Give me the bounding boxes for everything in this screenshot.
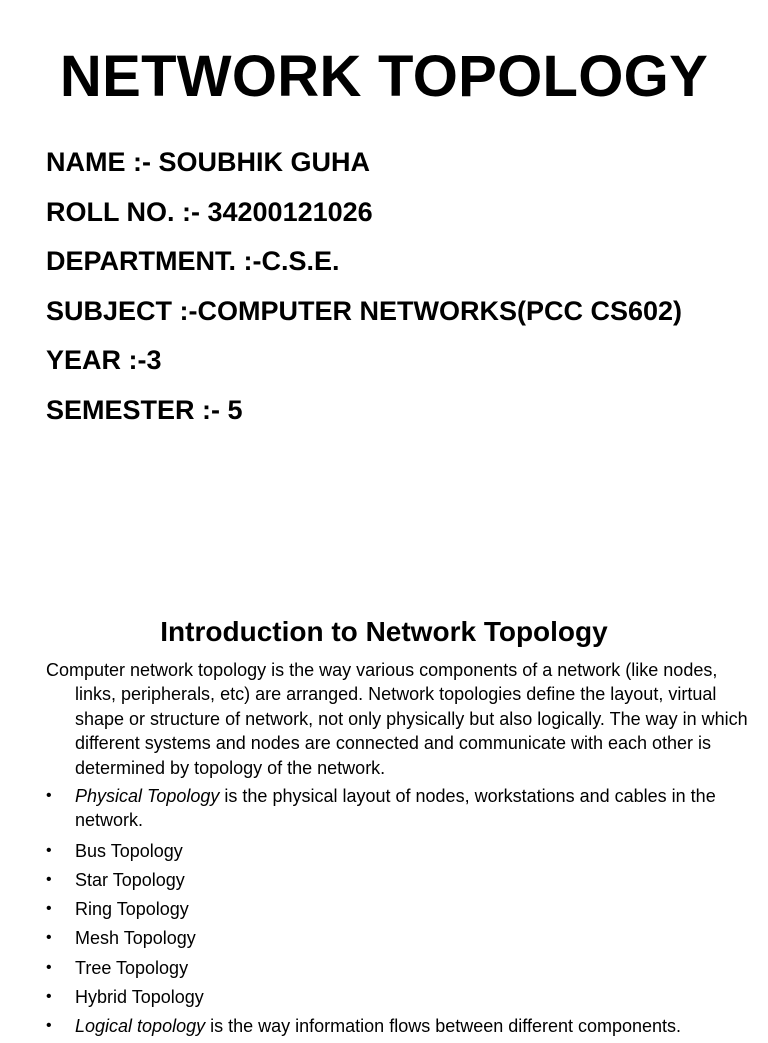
- bullet-icon: •: [46, 871, 52, 889]
- physical-topology-term: Physical Topology: [75, 786, 220, 806]
- list-item-star-topology: [46, 868, 726, 892]
- list-item-bus-topology: [46, 839, 726, 863]
- topology-label: Bus Topology: [75, 840, 183, 861]
- list-item-hybrid-topology: [46, 985, 726, 1009]
- list-item-mesh-topology: [46, 926, 726, 950]
- list-item-logical-topology: [46, 1014, 726, 1038]
- bullet-icon: •: [46, 787, 52, 804]
- bullet-icon: •: [46, 929, 52, 947]
- slide-title: NETWORK TOPOLOGY: [59, 44, 709, 109]
- bullet-icon: •: [46, 987, 52, 1005]
- topology-label: Star Topology: [75, 870, 185, 891]
- topology-label: Hybrid Topology: [75, 986, 204, 1007]
- info-department: DEPARTMENT. :-C.S.E.: [46, 246, 340, 276]
- bullet-icon: •: [46, 841, 52, 859]
- physical-topology-description: is the physical layout of nodes, workstations and cables in the network.: [75, 786, 716, 831]
- topology-bullet-list: [46, 784, 726, 1043]
- intro-paragraph: Computer network topology is the way various components of a network (like nodes, links, peripherals, etc) are arranged. Network topologies define the layout, virtual shape or structure of network, not only physically but also logically. The way in which different systems and nodes are connected and communicate with each other is determined by topology of the network.: [46, 660, 748, 778]
- logical-topology-description: is the way information flows between different components.: [205, 1016, 682, 1037]
- bullet-icon: •: [46, 900, 52, 918]
- list-item-tree-topology: [46, 956, 726, 980]
- topology-label: Mesh Topology: [75, 928, 196, 949]
- student-info-list: [46, 138, 682, 435]
- topology-label: Ring Topology: [75, 899, 189, 920]
- bullet-icon: •: [46, 958, 52, 976]
- info-name: NAME :- SOUBHIK GUHA: [46, 147, 370, 177]
- topology-label: Tree Topology: [75, 957, 189, 978]
- info-subject: SUBJECT :-COMPUTER NETWORKS(PCC CS602): [46, 295, 683, 326]
- info-year: YEAR :-3: [46, 345, 162, 375]
- list-item-ring-topology: [46, 897, 726, 921]
- bullet-icon: •: [46, 1017, 52, 1035]
- intro-heading: Introduction to Network Topology: [160, 616, 608, 647]
- info-semester: SEMESTER :- 5: [46, 394, 243, 425]
- logical-topology-term: Logical topology: [75, 1016, 206, 1037]
- intro-slide: [0, 580, 768, 1037]
- list-item-physical-topology: [46, 784, 726, 833]
- info-roll-no: ROLL NO. :- 34200121026: [46, 196, 373, 227]
